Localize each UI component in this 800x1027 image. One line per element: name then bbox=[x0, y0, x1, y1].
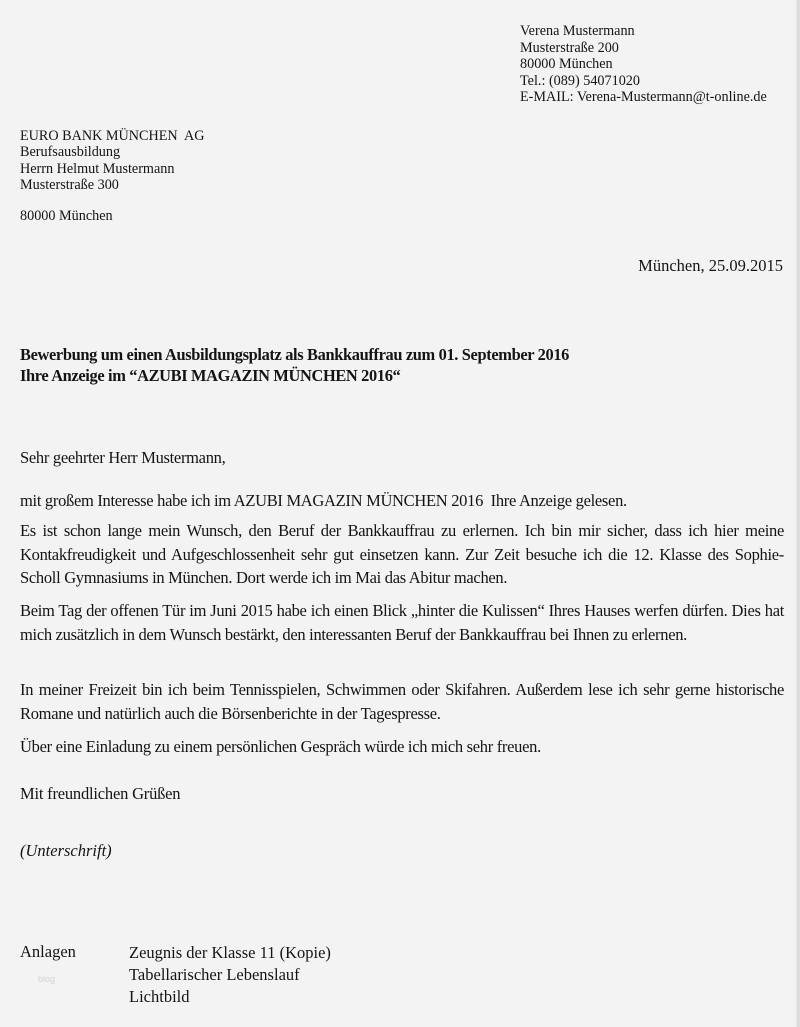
recipient-department: Berufsausbildung bbox=[20, 144, 121, 161]
subject-line-2: Ihre Anzeige im “AZUBI MAGAZIN MÜNCHEN 2016“ bbox=[20, 366, 401, 385]
sender-email: E-MAIL: Verena-Mustermann@t-online.de bbox=[520, 89, 767, 106]
subject-line-1: Bewerbung um einen Ausbildungsplatz als Bankkauffrau zum 01. September 2016 bbox=[20, 345, 570, 364]
sender-address bbox=[520, 23, 767, 106]
recipient-street: Musterstraße 300 bbox=[20, 177, 119, 194]
closing: Mit freundlichen Grüßen bbox=[20, 784, 181, 803]
attachment-item: Zeugnis der Klasse 11 (Kopie) bbox=[129, 943, 331, 962]
attachments-list bbox=[129, 942, 331, 1008]
paragraph-3: Beim Tag der offenen Tür im Juni 2015 habe ich einen Blick „hinter die Kulissen“ Ihres Hauses werfen dürfen. Dies hat mich zusätzlich in dem Wunsch bestärkt, den interessanten Beruf der Bankkauffrau bei Ihnen zu erlernen. bbox=[20, 601, 784, 644]
recipient-contact: Herrn Helmut Mustermann bbox=[20, 160, 175, 177]
recipient-address bbox=[20, 128, 204, 224]
sender-city: 80000 München bbox=[520, 56, 613, 73]
paragraph-2: Es ist schon lange mein Wunsch, den Beruf der Bankkauffrau zu erlernen. Ich bin mir sicher, dass ich hier meine Kontakfreudigkeit und Aufgeschlossenheit sehr gut einsetzen kann. Zur Zeit besuche ich die 12. Klasse des Sophie-Scholl Gymnasiums in München. Dort werde ich im Mai das Abitur machen. bbox=[20, 521, 784, 587]
recipient-city: 80000 München bbox=[20, 207, 113, 224]
recipient-company: EURO BANK MÜNCHEN AG bbox=[20, 128, 205, 144]
attachments-label: Anlagen bbox=[20, 942, 76, 961]
watermark: blog bbox=[38, 974, 56, 984]
paragraph-4: In meiner Freizeit bin ich beim Tennisspielen, Schwimmen oder Skifahren. Außerdem lese ich sehr gerne historische Romane und natürlich auch die Börsenberichte in der Tagespresse. bbox=[20, 680, 784, 723]
attachment-item: Tabellarischer Lebenslauf bbox=[129, 965, 300, 984]
sender-street: Musterstraße 200 bbox=[520, 39, 619, 56]
salutation: Sehr geehrter Herr Mustermann, bbox=[20, 448, 226, 467]
subject-line bbox=[20, 344, 569, 386]
page-edge bbox=[796, 0, 800, 1027]
paragraph-5: Über eine Einladung zu einem persönlichen Gespräch würde ich mich sehr freuen. bbox=[20, 737, 541, 756]
sender-name: Verena Mustermann bbox=[520, 23, 635, 39]
attachment-item: Lichtbild bbox=[129, 987, 190, 1006]
letter-date: München, 25.09.2015 bbox=[638, 256, 783, 275]
paragraph-1: mit großem Interesse habe ich im AZUBI MAGAZIN MÜNCHEN 2016 Ihre Anzeige gelesen. bbox=[20, 491, 627, 510]
signature: (Unterschrift) bbox=[20, 841, 112, 860]
sender-phone: Tel.: (089) 54071020 bbox=[520, 72, 640, 89]
